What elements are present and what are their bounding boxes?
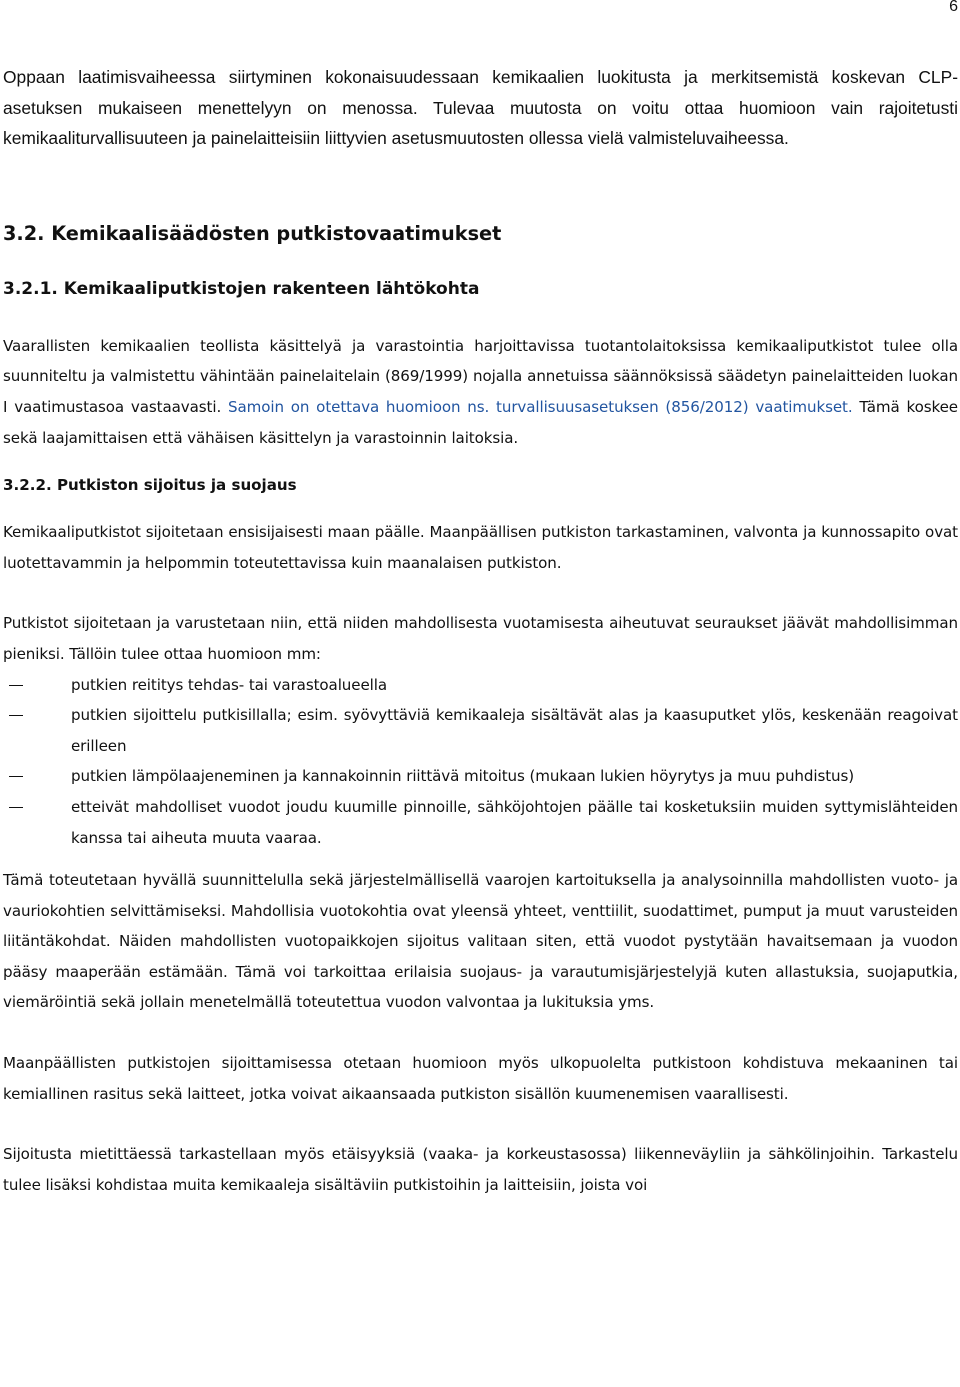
considerations-list (3, 670, 958, 854)
dash-bullet-icon (9, 715, 23, 716)
list-item-text: putkien reititys tehdas- tai varastoalueella (71, 675, 387, 694)
paragraph-3-2-2-5: Sijoitusta mietittäessä tarkastellaan myös etäisyyksiä (vaaka- ja korkeustasossa) liikenneväyliin ja sähkölinjoihin. Tarkastelu tulee lisäksi kohdistaa muita kemikaaleja sisältäviin putkistoihin ja laitteisiin, joista voi (3, 1145, 958, 1194)
list-item (3, 700, 958, 761)
section-heading-3-2: 3.2. Kemikaalisäädösten putkistovaatimukset (3, 221, 502, 245)
document-body (3, 62, 958, 1200)
list-item (3, 761, 958, 792)
paragraph-3-2-2-4: Maanpäällisten putkistojen sijoittamisessa otetaan huomioon myös ulkopuolelta putkistoon kohdistuva mekaaninen tai kemiallinen rasitus sekä laitteet, jotka voivat aikaansaada putkiston sisällön kuumenemisen vaarallisesti. (3, 1054, 958, 1103)
section-heading-3-2-2: 3.2.2. Putkiston sijoitus ja suojaus (3, 476, 297, 495)
paragraph-3-2-2-2: Putkistot sijoitetaan ja varustetaan niin, että niiden mahdollisesta vuotamisesta aiheutuvat seuraukset jäävät mahdollisimman pieniksi. Tällöin tulee ottaa huomioon mm: (3, 614, 958, 663)
intro-paragraph: Oppaan laatimisvaiheessa siirtyminen kokonaisuudessaan kemikaalien luokitusta ja merkitsemistä koskevan CLP-asetuksen mukaiseen menettelyyn on menossa. Tulevaa muutosta on voitu ottaa huomioon vain rajoitetusti kemikaaliturvallisuuteen ja painelaitteisiin liittyvien asetusmuutosten ollessa vielä valmisteluvaiheessa. (3, 67, 958, 149)
paragraph-3-2-1-part2: Samoin on otettava huomioon ns. turvallisuusasetuksen (856/2012) vaatimukset. (221, 397, 853, 416)
paragraph-3-2-1 (3, 331, 958, 453)
dash-bullet-icon (9, 776, 23, 777)
list-item-text: etteivät mahdolliset vuodot joudu kuumille pinnoille, sähköjohtojen päälle tai kosketuksiin muiden syttymislähteiden kanssa tai aiheuta muuta vaaraa. (71, 797, 958, 847)
page-number: 6 (949, 0, 958, 15)
paragraph-3-2-2-3: Tämä toteutetaan hyvällä suunnittelulla sekä järjestelmällisellä vaarojen kartoituksella ja analysoinnilla mahdollisten vuoto- ja vauriokohtien selvittämiseksi. Mahdollisia vuotokohtia ovat yleensä yhteet, venttiilit, suodattimet, pumput ja muut varusteiden liitäntäkohdat. Näiden mahdollisten vuotopaikkojen sijoitus valitaan siten, että vuodot pystytään havaitsemaan ja vuodon pääsy maaperään estämään. Tämä voi tarkoittaa erilaisia suojaus- ja varautumisjärjestelyjä kuten allastuksia, suojaputkia, viemäröintiä sekä jollain menetelmällä toteutettua vuodon valvontaa ja lukituksia yms. (3, 871, 958, 1012)
list-item-text: putkien lämpölaajeneminen ja kannakoinnin riittävä mitoitus (mukaan lukien höyrytys ja muu puhdistus) (71, 767, 855, 786)
list-item (3, 670, 958, 701)
paragraph-3-2-2-1: Kemikaaliputkistot sijoitetaan ensisijaisesti maan päälle. Maanpäällisen putkiston tarkastaminen, valvonta ja kunnossapito ovat luotettavammin ja helpommin toteutettavissa kuin maanalaisen putkiston. (3, 523, 958, 572)
list-item-text: putkien sijoittelu putkisillalla; esim. syövyttäviä kemikaaleja sisältävät alas ja kaasuputket ylös, keskenään reagoivat erilleen (71, 706, 958, 755)
dash-bullet-icon (9, 685, 23, 686)
list-item (3, 792, 958, 853)
paragraph-3-2-1-part1: Vaarallisten kemikaalien teollista käsittelyä ja varastointia harjoittavissa tuotantolaitoksissa kemikaaliputkistot tulee olla suunniteltu ja valmistettu vähintään painelaitelain (869/1999) nojalla annetuissa säännöksissä säädetyn painelaitteiden luokan I vaatimustasoa vastaavasti. (3, 336, 958, 416)
dash-bullet-icon (9, 807, 23, 808)
paragraph-3-2-1-part3: Tämä koskee sekä laajamittaisen että vähäisen käsittelyn ja varastoinnin laitoksia. (3, 397, 958, 447)
section-heading-3-2-1: 3.2.1. Kemikaaliputkistojen rakenteen lähtökohta (3, 278, 480, 299)
